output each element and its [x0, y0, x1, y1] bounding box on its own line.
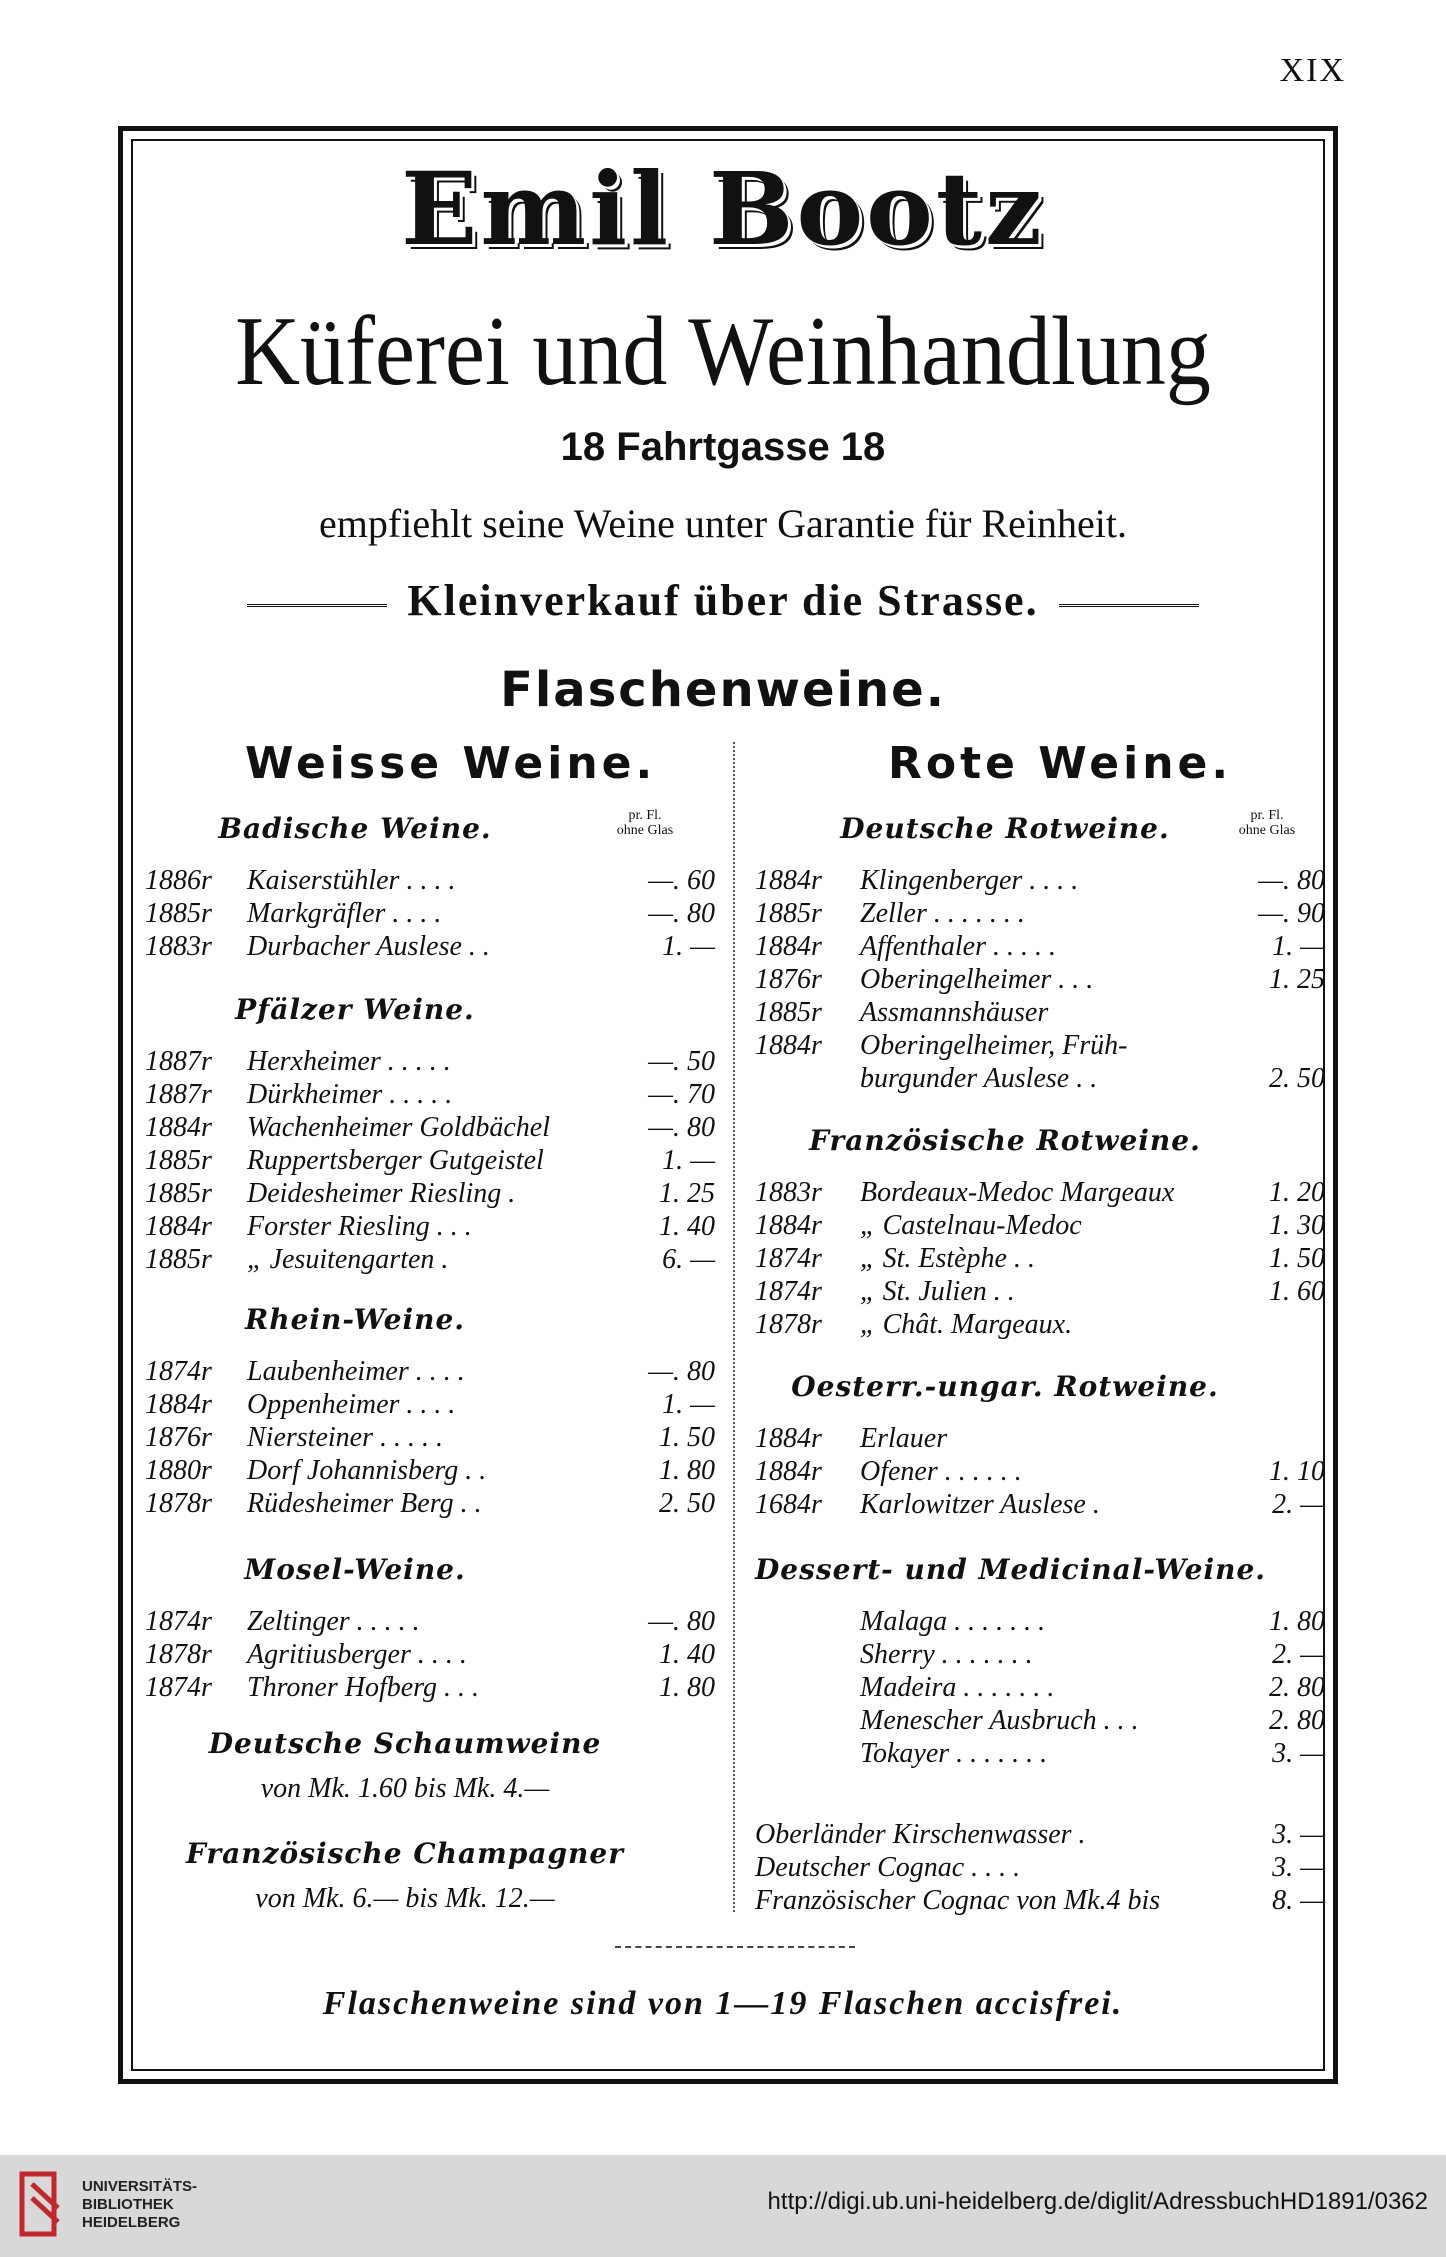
wine-name: Dürkheimer . . . . .: [247, 1079, 453, 1110]
wine-row: [755, 1671, 1325, 1704]
wine-name: Deidesheimer Riesling .: [247, 1178, 516, 1209]
wine-row: [755, 996, 1325, 1029]
wine-name: „ St. Julien . .: [860, 1276, 1015, 1307]
wine-year: 1880r: [145, 1455, 212, 1486]
wine-price: 2. 50: [659, 1488, 715, 1519]
wine-price: 1. 60: [1269, 1276, 1325, 1307]
wine-name: Wachenheimer Goldbächel: [247, 1112, 550, 1143]
wine-price: —. 70: [648, 1079, 715, 1110]
wine-price: —. 80: [1258, 865, 1325, 896]
spirit-row: [755, 1884, 1325, 1917]
wine-row: [145, 1243, 715, 1276]
price-header-line: ohne Glas: [1238, 823, 1296, 838]
library-line-3: HEIDELBERG: [82, 2214, 181, 2231]
wine-row: [755, 1737, 1325, 1770]
kleinverkauf-line: [0, 575, 1446, 626]
wine-year: 1883r: [145, 931, 212, 962]
library-name: [82, 2178, 197, 2232]
wine-row: [755, 1488, 1325, 1521]
spirit-row: [755, 1818, 1325, 1851]
wine-name: Laubenheimer . . . .: [247, 1356, 465, 1387]
wine-year: 1874r: [145, 1606, 212, 1637]
wine-year: 1884r: [755, 1030, 822, 1061]
wine-year: 1884r: [755, 1210, 822, 1241]
price-header: [600, 808, 690, 838]
column-divider: [733, 742, 735, 1912]
schaumweine-title: Deutsche Schaumweine: [208, 1727, 602, 1760]
library-logo-icon: [18, 2168, 66, 2240]
wine-row: [755, 930, 1325, 963]
wine-price: —. 80: [648, 1112, 715, 1143]
wine-row: [145, 1111, 715, 1144]
wine-price: 1. 80: [1269, 1606, 1325, 1637]
wine-name: Zeltinger . . . . .: [247, 1606, 420, 1637]
section-title: Oesterr.-ungar. Rotweine.: [791, 1370, 1219, 1403]
wine-year: 1884r: [145, 1389, 212, 1420]
wine-row: [755, 1704, 1325, 1737]
wine-year: 1885r: [145, 898, 212, 929]
section-title: Deutsche Rotweine.: [840, 812, 1170, 845]
wine-year: 1884r: [755, 865, 822, 896]
wine-name: Oppenheimer . . . .: [247, 1389, 456, 1420]
wine-name: Rüdesheimer Berg . .: [247, 1488, 482, 1519]
wine-name: burgunder Auslese . .: [860, 1063, 1098, 1094]
red-wines-heading: Rote Weine.: [888, 738, 1233, 789]
wine-price: 1. 30: [1269, 1210, 1325, 1241]
wine-row: [145, 1487, 715, 1520]
business-title: Küferei und Weinhandlung: [235, 297, 1211, 406]
wine-name: Oberingelheimer, Früh-: [860, 1030, 1128, 1061]
wine-name: Klingenberger . . . .: [860, 865, 1079, 896]
wine-year: 1878r: [145, 1639, 212, 1670]
wine-name: Malaga . . . . . . .: [860, 1606, 1046, 1637]
library-line-1: UNIVERSITÄTS-: [82, 2178, 198, 2195]
spirit-price: 3. —: [1272, 1819, 1325, 1850]
wine-price: 3. —: [1272, 1738, 1325, 1769]
wine-year: 1874r: [145, 1356, 212, 1387]
wine-name: Madeira . . . . . . .: [860, 1672, 1055, 1703]
ornament-left-icon: [247, 595, 387, 615]
wine-year: 1887r: [145, 1079, 212, 1110]
wine-year: 1876r: [755, 964, 822, 995]
wine-row: [755, 1062, 1325, 1095]
wine-name: Bordeaux-Medoc Margeaux: [860, 1177, 1175, 1208]
wine-name: Assmannshäuser: [860, 997, 1049, 1028]
wine-year: 1885r: [755, 997, 822, 1028]
wine-name: „ Castelnau-Medoc: [860, 1210, 1082, 1241]
wine-year: 1876r: [145, 1422, 212, 1453]
section-title: Rhein-Weine.: [244, 1303, 466, 1336]
wine-row: [755, 1029, 1325, 1062]
wine-price: 1. 20: [1269, 1177, 1325, 1208]
spirit-price: 3. —: [1272, 1852, 1325, 1883]
wine-price: 1. —: [1272, 931, 1325, 962]
wine-price: —. 80: [648, 1606, 715, 1637]
wine-year: 1883r: [755, 1177, 822, 1208]
wine-price: —. 80: [648, 898, 715, 929]
wine-year: 1884r: [755, 1456, 822, 1487]
wine-name: Niersteiner . . . . .: [247, 1422, 443, 1453]
price-header-line: pr. Fl.: [1250, 808, 1284, 823]
wine-year: 1878r: [145, 1488, 212, 1519]
footer-note: Flaschenweine sind von 1—19 Flaschen accisfrei.: [322, 1985, 1124, 2022]
wine-row: [145, 930, 715, 963]
champagner-title: Französische Champagner: [186, 1837, 624, 1870]
wine-row: [755, 963, 1325, 996]
wine-year: 1884r: [755, 1423, 822, 1454]
wine-name: Durbacher Auslese . .: [247, 931, 490, 962]
page-number: XIX: [1279, 52, 1346, 89]
kleinverkauf-text: Kleinverkauf über die Strasse.: [407, 576, 1039, 625]
wine-price: 1. 25: [1269, 964, 1325, 995]
price-header-line: ohne Glas: [616, 823, 674, 838]
wine-year: 1874r: [145, 1672, 212, 1703]
wine-year: 1874r: [755, 1243, 822, 1274]
wine-row: [145, 864, 715, 897]
wine-year: 1884r: [145, 1112, 212, 1143]
wine-price: 6. —: [662, 1244, 715, 1275]
wine-price: 1. 50: [659, 1422, 715, 1453]
section-title: Französische Rotweine.: [809, 1124, 1201, 1157]
wine-year: 1886r: [145, 865, 212, 896]
wine-price: 1. 10: [1269, 1456, 1325, 1487]
wine-price: 1. —: [662, 1145, 715, 1176]
wine-row: [755, 1455, 1325, 1488]
schaumweine-price: von Mk. 1.60 bis Mk. 4.—: [260, 1773, 550, 1804]
wine-price: —. 50: [648, 1046, 715, 1077]
wine-year: 1885r: [145, 1178, 212, 1209]
wine-row: [755, 864, 1325, 897]
wine-row: [145, 1045, 715, 1078]
section-title: Mosel-Weine.: [244, 1553, 466, 1586]
wine-row: [755, 1605, 1325, 1638]
spirit-name: Oberländer Kirschenwasser .: [755, 1819, 1086, 1850]
wine-row: [145, 1638, 715, 1671]
wine-row: [755, 1242, 1325, 1275]
wine-price: 1. 40: [659, 1639, 715, 1670]
wine-price: 1. 80: [659, 1455, 715, 1486]
section-title: Dessert- und Medicinal-Weine.: [755, 1553, 1267, 1586]
wine-name: Sherry . . . . . . .: [860, 1639, 1033, 1670]
source-url[interactable]: http://digi.ub.uni-heidelberg.de/diglit/AdressbuchHD1891/0362: [767, 2188, 1428, 2215]
spirit-price: 8. —: [1272, 1885, 1325, 1916]
wine-row: [145, 1210, 715, 1243]
wine-price: 2. —: [1272, 1639, 1325, 1670]
wine-year: 1885r: [145, 1244, 212, 1275]
wine-row: [145, 1177, 715, 1210]
spirit-row: [755, 1851, 1325, 1884]
wine-row: [145, 1078, 715, 1111]
wine-year: 1884r: [145, 1211, 212, 1242]
champagner-price: von Mk. 6.— bis Mk. 12.—: [255, 1883, 555, 1914]
wine-price: 2. —: [1272, 1489, 1325, 1520]
wine-year: 1887r: [145, 1046, 212, 1077]
wine-year: 1878r: [755, 1309, 822, 1340]
wine-year: 1885r: [145, 1145, 212, 1176]
wine-name: Tokayer . . . . . . .: [860, 1738, 1048, 1769]
wine-price: 2. 80: [1269, 1705, 1325, 1736]
wine-name: Throner Hofberg . . .: [247, 1672, 480, 1703]
wine-row: [755, 1638, 1325, 1671]
ornament-right-icon: [1059, 595, 1199, 615]
wine-row: [145, 1605, 715, 1638]
wine-row: [755, 1176, 1325, 1209]
wine-name: Menescher Ausbruch . . .: [860, 1705, 1139, 1736]
wine-price: 2. 80: [1269, 1672, 1325, 1703]
wine-year: 1884r: [755, 931, 822, 962]
wine-row: [755, 1308, 1325, 1341]
wine-name: Herxheimer . . . . .: [247, 1046, 451, 1077]
company-name: Emil Bootz: [401, 150, 1045, 268]
wine-price: 1. 80: [659, 1672, 715, 1703]
wine-price: 1. —: [662, 1389, 715, 1420]
wine-price: —. 60: [648, 865, 715, 896]
wine-price: 1. 25: [659, 1178, 715, 1209]
wine-name: Ofener . . . . . .: [860, 1456, 1022, 1487]
section-title: Pfälzer Weine.: [235, 993, 475, 1026]
wine-name: Dorf Johannisberg . .: [247, 1455, 487, 1486]
wine-price: 1. 40: [659, 1211, 715, 1242]
section-title: Badische Weine.: [218, 812, 492, 845]
wine-row: [755, 1422, 1325, 1455]
wine-price: 2. 50: [1269, 1063, 1325, 1094]
wine-price: 1. —: [662, 931, 715, 962]
wine-name: „ Jesuitengarten .: [247, 1244, 449, 1275]
wine-row: [755, 1275, 1325, 1308]
wine-name: „ St. Estèphe . .: [860, 1243, 1035, 1274]
wine-name: Ruppertsberger Gutgeistel: [247, 1145, 544, 1176]
spirit-name: Französischer Cognac von Mk.4 bis: [755, 1885, 1161, 1916]
wine-name: Forster Riesling . . .: [247, 1211, 472, 1242]
wine-row: [145, 1454, 715, 1487]
wine-name: Karlowitzer Auslese .: [860, 1489, 1100, 1520]
wine-price: 1. 50: [1269, 1243, 1325, 1274]
white-wines-heading: Weisse Weine.: [245, 738, 657, 789]
wine-name: „ Chât. Margeaux.: [860, 1309, 1073, 1340]
wine-name: Zeller . . . . . . .: [860, 898, 1025, 929]
wine-year: 1874r: [755, 1276, 822, 1307]
wine-name: Affenthaler . . . . .: [860, 931, 1056, 962]
spirit-name: Deutscher Cognac . . . .: [755, 1852, 1021, 1883]
wine-row: [145, 1671, 715, 1704]
wine-row: [755, 1209, 1325, 1242]
price-header-line: pr. Fl.: [628, 808, 662, 823]
wine-price: —. 90: [1258, 898, 1325, 929]
address: 18 Fahrtgasse 18: [560, 425, 886, 469]
wine-year: 1684r: [755, 1489, 822, 1520]
flaschenweine-heading: Flaschenweine.: [500, 662, 946, 718]
wine-row: [145, 897, 715, 930]
footer-divider: [615, 1946, 855, 1948]
wine-row: [145, 1355, 715, 1388]
wine-price: —. 80: [648, 1356, 715, 1387]
wine-row: [145, 1144, 715, 1177]
wine-year: 1885r: [755, 898, 822, 929]
wine-name: Markgräfler . . . .: [247, 898, 442, 929]
wine-name: Agritiusberger . . . .: [247, 1639, 467, 1670]
recommendation: empfiehlt seine Weine unter Garantie für Reinheit.: [319, 501, 1127, 546]
wine-row: [755, 897, 1325, 930]
wine-row: [145, 1388, 715, 1421]
wine-name: Erlauer: [860, 1423, 948, 1454]
wine-name: Oberingelheimer . . .: [860, 964, 1094, 995]
library-line-2: BIBLIOTHEK: [82, 2196, 174, 2213]
wine-name: Kaiserstühler . . . .: [247, 865, 456, 896]
wine-row: [145, 1421, 715, 1454]
